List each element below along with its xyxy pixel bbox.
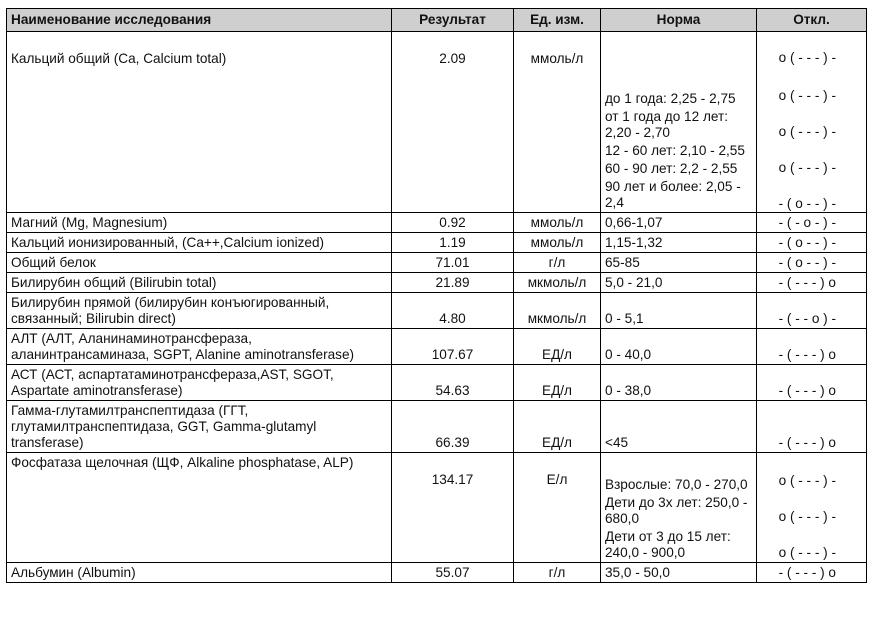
header-norm: Норма — [601, 9, 757, 32]
test-unit: мкмоль/л — [514, 293, 601, 329]
test-norm: 0,66-1,07 — [601, 213, 757, 233]
norm-line: 60 - 90 лет: 2,2 - 2,55 — [605, 161, 738, 176]
test-deviation: - ( - - o ) - — [757, 293, 867, 329]
test-name: АСТ (АСТ, аспартатаминотрансфераза,AST, SGOT, Aspartate aminotransferase) — [7, 365, 392, 401]
table-row — [7, 233, 867, 253]
test-norm — [601, 453, 757, 563]
test-deviation — [757, 453, 867, 563]
header-unit: Ед. изм. — [514, 9, 601, 32]
test-name: Билирубин общий (Bilirubin total) — [7, 273, 392, 293]
test-norm: 1,15-1,32 — [601, 233, 757, 253]
test-result: 66.39 — [392, 401, 514, 453]
table-row — [7, 563, 867, 583]
norm-line: Дети от 3 до 15 лет: 240,0 - 900,0 — [605, 529, 731, 560]
norm-line: от 1 года до 12 лет: 2,20 - 2,70 — [605, 109, 729, 140]
test-result: 21.89 — [392, 273, 514, 293]
test-result: 2.09 — [392, 32, 514, 213]
norm-line: Дети до 3х лет: 250,0 - 680,0 — [605, 495, 748, 526]
test-unit: ЕД/л — [514, 329, 601, 365]
test-result: 1.19 — [392, 233, 514, 253]
test-unit: мкмоль/л — [514, 273, 601, 293]
table-header-row — [7, 9, 867, 32]
test-deviation: - ( o - - ) - — [757, 253, 867, 273]
test-deviation: - ( - - - ) o — [757, 273, 867, 293]
test-norm — [601, 32, 757, 213]
header-name: Наименование исследования — [7, 9, 392, 32]
table-row — [7, 32, 867, 213]
test-unit: г/л — [514, 563, 601, 583]
test-result: 55.07 — [392, 563, 514, 583]
table-row — [7, 401, 867, 453]
test-unit: ммоль/л — [514, 213, 601, 233]
test-name: Магний (Mg, Magnesium) — [7, 213, 392, 233]
test-unit: ЕД/л — [514, 365, 601, 401]
test-deviation: - ( - o - ) - — [757, 213, 867, 233]
deviation-marker: o ( - - - ) - — [778, 50, 836, 65]
test-name: АЛТ (АЛТ, Аланинаминотрансфераза, аланинтрансаминаза, SGPT, Alanine aminotransferase) — [7, 329, 392, 365]
header-result: Результат — [392, 9, 514, 32]
test-norm: 65-85 — [601, 253, 757, 273]
table-row — [7, 453, 867, 563]
deviation-marker: o ( - - - ) - — [778, 124, 836, 139]
norm-line: Взрослые: 70,0 - 270,0 — [605, 477, 748, 492]
table-row — [7, 365, 867, 401]
test-norm: <45 — [601, 401, 757, 453]
test-unit: г/л — [514, 253, 601, 273]
table-row — [7, 213, 867, 233]
test-norm: 35,0 - 50,0 — [601, 563, 757, 583]
header-deviation: Откл. — [757, 9, 867, 32]
test-result: 54.63 — [392, 365, 514, 401]
table-row — [7, 253, 867, 273]
test-name: Билирубин прямой (билирубин конъюгированный, связанный; Bilirubin direct) — [7, 293, 392, 329]
test-deviation: - ( - - - ) o — [757, 329, 867, 365]
deviation-marker: o ( - - - ) - — [778, 88, 836, 103]
test-result: 4.80 — [392, 293, 514, 329]
test-norm: 0 - 40,0 — [601, 329, 757, 365]
deviation-marker: - ( o - - ) - — [778, 196, 836, 211]
test-norm: 5,0 - 21,0 — [601, 273, 757, 293]
deviation-marker: o ( - - - ) - — [778, 509, 836, 524]
test-name: Гамма-глутамилтранспептидаза (ГГТ, глутамилтранспептидаза, GGT, Gamma-glutamyl transferase) — [7, 401, 392, 453]
norm-line: до 1 года: 2,25 - 2,75 — [605, 91, 736, 106]
test-unit: ЕД/л — [514, 401, 601, 453]
test-deviation: - ( - - - ) o — [757, 401, 867, 453]
test-deviation: - ( - - - ) o — [757, 563, 867, 583]
table-row — [7, 273, 867, 293]
test-result: 134.17 — [392, 453, 514, 563]
test-unit: ммоль/л — [514, 233, 601, 253]
table-row — [7, 329, 867, 365]
lab-results-table — [6, 8, 867, 583]
test-name: Альбумин (Albumin) — [7, 563, 392, 583]
norm-line: 12 - 60 лет: 2,10 - 2,55 — [605, 143, 745, 158]
test-deviation: - ( o - - ) - — [757, 233, 867, 253]
test-deviation — [757, 32, 867, 213]
table-row — [7, 293, 867, 329]
test-name: Кальций общий (Ca, Calcium total) — [7, 32, 392, 213]
deviation-marker: o ( - - - ) - — [778, 473, 836, 488]
test-unit: Е/л — [514, 453, 601, 563]
test-deviation: - ( - - - ) o — [757, 365, 867, 401]
test-norm: 0 - 5,1 — [601, 293, 757, 329]
test-name: Кальций ионизированный, (Ca++,Calcium ionized) — [7, 233, 392, 253]
test-name: Общий белок — [7, 253, 392, 273]
test-result: 71.01 — [392, 253, 514, 273]
test-norm: 0 - 38,0 — [601, 365, 757, 401]
test-unit: ммоль/л — [514, 32, 601, 213]
deviation-marker: o ( - - - ) - — [778, 160, 836, 175]
norm-line: 90 лет и более: 2,05 - 2,4 — [605, 179, 741, 210]
test-name: Фосфатаза щелочная (ЩФ, Alkaline phosphatase, ALP) — [7, 453, 392, 563]
test-result: 107.67 — [392, 329, 514, 365]
deviation-marker: o ( - - - ) - — [778, 545, 836, 560]
test-result: 0.92 — [392, 213, 514, 233]
